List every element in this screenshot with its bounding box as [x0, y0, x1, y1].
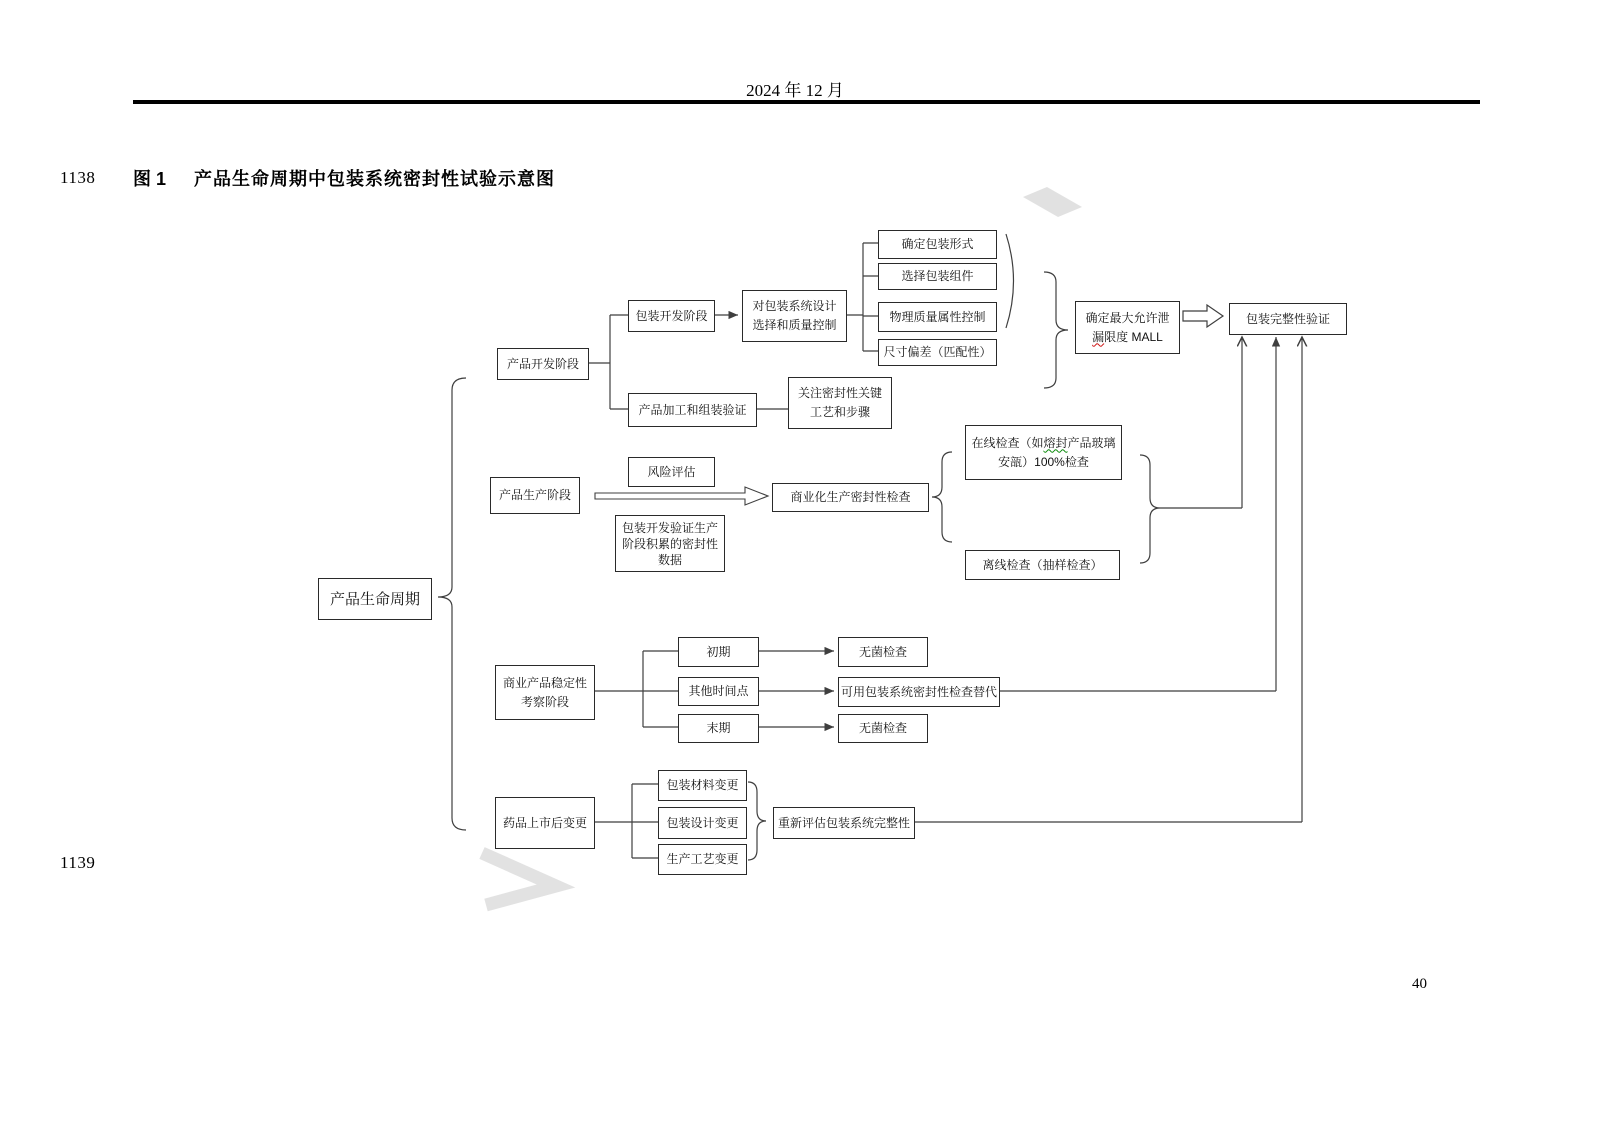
lifecycle-brace	[438, 378, 466, 830]
box-stability-phase: 商业产品稳定性 考察阶段	[495, 665, 595, 720]
box-pkg-design-qc: 对包装系统设计 选择和质量控制	[742, 290, 847, 342]
box-critical-craft: 关注密封性关键 工艺和步骤	[788, 377, 892, 429]
box-early-stage: 初期	[678, 637, 759, 667]
box-offline-inspection: 离线检查（抽样检查）	[965, 550, 1120, 580]
figure-label: 图 1	[133, 169, 167, 189]
production-open-brace	[932, 452, 952, 542]
page-number: 40	[1412, 976, 1427, 992]
box-assembly-validation: 产品加工和组装验证	[628, 393, 757, 427]
box-commercial-inspection: 商业化生产密封性检查	[772, 483, 929, 512]
box-production-phase: 产品生产阶段	[490, 477, 580, 514]
box-online-inspection: 在线检查（如熔封产品玻璃 安瓿）100%检查	[965, 425, 1122, 480]
line-number-1138: 1138	[60, 168, 96, 187]
box-late-stage: 末期	[678, 714, 759, 743]
box-process-change: 生产工艺变更	[658, 844, 747, 875]
box-sterility-test-late: 无菌检查	[838, 714, 928, 743]
box-material-change: 包装材料变更	[658, 770, 747, 801]
box-postmarket-change: 药品上市后变更	[495, 797, 595, 849]
line-number-1139: 1139	[60, 853, 96, 872]
box-product-lifecycle: 产品生命周期	[318, 578, 432, 620]
production-close-brace	[1140, 455, 1160, 563]
box-pkg-dev-phase: 包装开发阶段	[628, 300, 715, 332]
box-risk-assessment: 风险评估	[628, 457, 715, 487]
mall-brace	[1044, 272, 1068, 388]
box-seal-test-alternative: 可用包装系统密封性检查替代	[838, 677, 1000, 707]
group-paren	[1006, 234, 1014, 328]
figure-title: 产品生命周期中包装系统密封性试验示意图	[194, 169, 556, 189]
box-design-change: 包装设计变更	[658, 807, 747, 839]
box-other-timepoints: 其他时间点	[678, 677, 759, 706]
box-dev-data: 包装开发验证生产 阶段积累的密封性 数据	[615, 515, 725, 572]
box-pkg-component: 选择包装组件	[878, 263, 997, 290]
postmarket-brace	[748, 782, 766, 860]
box-dimension-deviation: 尺寸偏差（匹配性）	[878, 339, 997, 366]
box-mall: 确定最大允许泄 漏限度 MALL	[1075, 301, 1180, 354]
box-dev-phase: 产品开发阶段	[497, 348, 589, 380]
box-sterility-test-early: 无菌检查	[838, 637, 928, 667]
long-thin-arrow	[595, 487, 768, 505]
box-integrity-verification: 包装完整性验证	[1229, 303, 1347, 335]
box-reassess-integrity: 重新评估包装系统完整性	[773, 807, 915, 839]
box-physical-qc: 物理质量属性控制	[878, 302, 997, 332]
box-pkg-form: 确定包装形式	[878, 230, 997, 259]
block-arrow	[1183, 305, 1223, 327]
header-date: 2024 年 12 月	[746, 81, 844, 100]
